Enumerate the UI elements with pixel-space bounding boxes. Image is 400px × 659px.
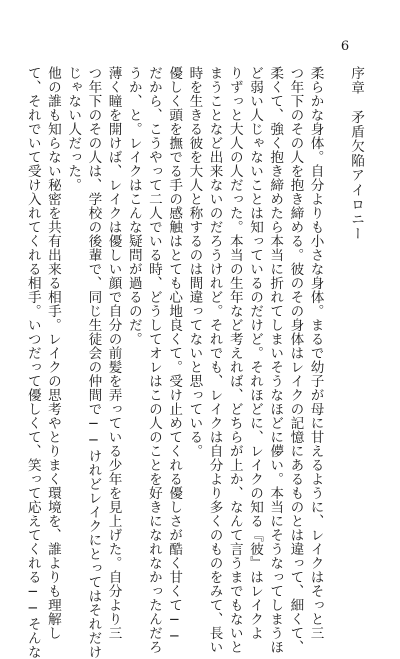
vertical-body-text xyxy=(24,66,366,659)
text-line: りずっと大人の人だった。本当の生年など考えれば、どちらが上か、なんて言うまでもないと xyxy=(226,66,243,654)
text-line: 柔くて、強く抱き締めたら本当に折れてしまいそうなほどに儚い。本当にそうなってしまうほ xyxy=(267,66,284,654)
chapter-heading: 序章 矛盾欠陥アイロニー xyxy=(348,66,364,242)
text-line: 優しく頭を撫でる手の感触はとても心地良くて。受け止めてくれる優しさが酷く甘くて── xyxy=(166,66,183,645)
heading-spacer xyxy=(326,66,346,542)
text-line: つ年下のその人を抱き締める。彼のその身体はレイクの記憶にあるものとは違って、細くて、 xyxy=(287,66,304,654)
text-line: うか、と。レイクはこんな疑問が過るのだ。 xyxy=(125,66,142,346)
text-line: まうことなど出来ないのだろうけれど。それでも、レイクは自分より多くのものをみて、長い xyxy=(206,66,223,654)
text-line: じゃない人だった。 xyxy=(65,66,82,192)
text-line: 時を生きる彼を大人と称するのは間違ってないと思っている。 xyxy=(186,66,203,458)
text-line: て、それでいて受け入れてくれる相手。いつだって優しくて、笑って応えてくれる──そんな xyxy=(24,66,41,659)
text-line: つ年下のその人は、学校の後輩で、同じ生徒会の仲間で──けれどレイクにとってはそれだけ xyxy=(85,66,102,659)
text-line: 薄く瞳を開けば、レイクは優しい顔で自分の前髪を弄っている少年を見上げた。自分より三 xyxy=(105,66,122,640)
text-line: 他の誰も知らない秘密を共有出来る相手。レイクの思考やとりまく環境を、誰よりも理解し xyxy=(44,66,61,640)
text-line: だから、こうやって二人でいる時、どうしてオレはこの人のことを好きになれなかったんだろ xyxy=(145,66,162,654)
text-line: 柔らかな身体。自分よりも小さな身体。まるで幼子が母に甘えるように、レイクはそっと三 xyxy=(307,66,324,640)
text-line: ど弱い人じゃないことは知っているのだけど。それほどに、レイクの知る『彼』はレイクよ xyxy=(247,66,263,640)
page-number: 6 xyxy=(340,39,350,54)
